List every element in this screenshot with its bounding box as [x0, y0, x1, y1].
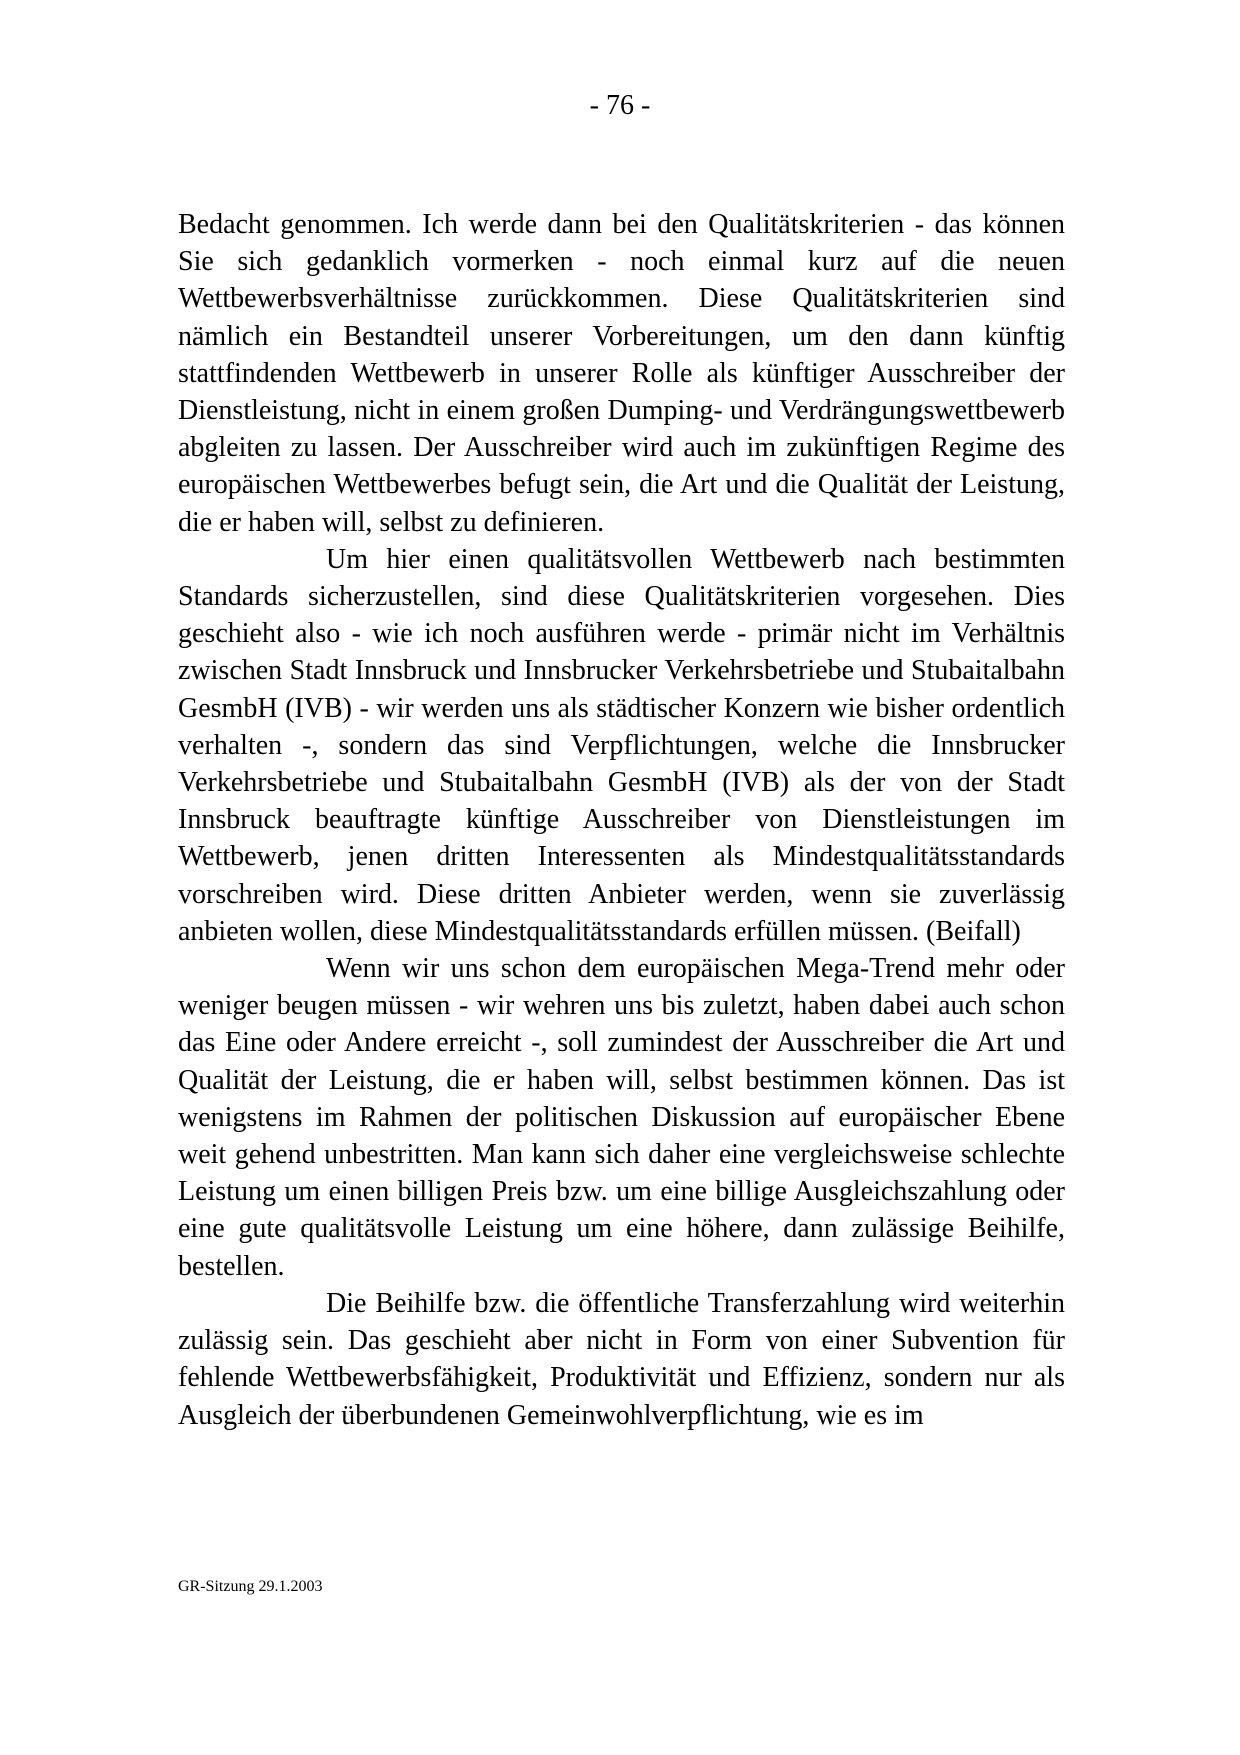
paragraph-3: Wenn wir uns schon dem europäischen Mega-Trend mehr oder weniger beugen müssen - wir wehren uns bis zuletzt, haben dabei auch schon das Eine oder Andere erreicht -, soll zumindest der Ausschreiber die Art und Qualität der Leistung, die er haben will, selbst bestimmen können. Das ist wenigstens im Rahmen der politischen Diskussion auf europäischer Ebene weit gehend unbestritten. Man kann sich daher eine vergleichsweise schlechte Leistung um einen billigen Preis bzw. um eine billige Ausgleichszahlung oder eine gute qualitätsvolle Leistung um eine höhere, dann zulässige Beihilfe, bestellen. [178, 953, 1065, 1282]
paragraph-2: Um hier einen qualitätsvollen Wettbewerb nach bestimmten Standards sicherzustellen, sind diese Qualitätskriterien vorgesehen. Dies geschieht also - wie ich noch ausführen werde - primär nicht im Verhältnis zwischen Stadt Innsbruck und Innsbrucker Verkehrsbetriebe und Stubaitalbahn GesmbH (IVB) - wir werden uns als städtischer Konzern wie bisher ordentlich verhalten -, sondern das sind Verpflichtungen, welche die Innsbrucker Verkehrsbetriebe und Stubaitalbahn GesmbH (IVB) als der von der Stadt Innsbruck beauftragte künftige Ausschreiber von Dienstleistungen im Wettbewerb, jenen dritten Interessenten als Mindestqualitätsstandards vorschreiben wird. Diese dritten Anbieter werden, wenn sie zuverlässig anbieten wollen, diese Mindestqualitätsstandards erfüllen müssen. (Beifall) [178, 543, 1065, 947]
paragraph-1: Bedacht genommen. Ich werde dann bei den Qualitätskriterien - das können Sie sich gedanklich vormerken - noch einmal kurz auf die neuen Wettbewerbsverhältnisse zurückkommen. Diese Qualitätskriterien sind nämlich ein Bestandteil unserer Vorbereitungen, um den dann künftig stattfindenden Wettbewerb in unserer Rolle als künftiger Ausschreiber der Dienstleistung, nicht in einem großen Dumping- und Verdrängungswettbewerb abgleiten zu lassen. Der Ausschreiber wird auch im zukünftigen Regime des europäischen Wettbewerbes befugt sein, die Art und die Qualität der Leistung, die er haben will, selbst zu definieren. [178, 209, 1065, 538]
body-text [178, 206, 1065, 1434]
page-number: - 76 - [589, 90, 651, 121]
footer-session-date: GR-Sitzung 29.1.2003 [178, 1578, 323, 1595]
paragraph-4: Die Beihilfe bzw. die öffentliche Transferzahlung wird weiterhin zulässig sein. Das geschieht aber nicht in Form von einer Subvention für fehlende Wettbewerbsfähigkeit, Produktivität und Effizienz, sondern nur als Ausgleich der überbundenen Gemeinwohlverpflichtung, wie es im [178, 1287, 1065, 1431]
